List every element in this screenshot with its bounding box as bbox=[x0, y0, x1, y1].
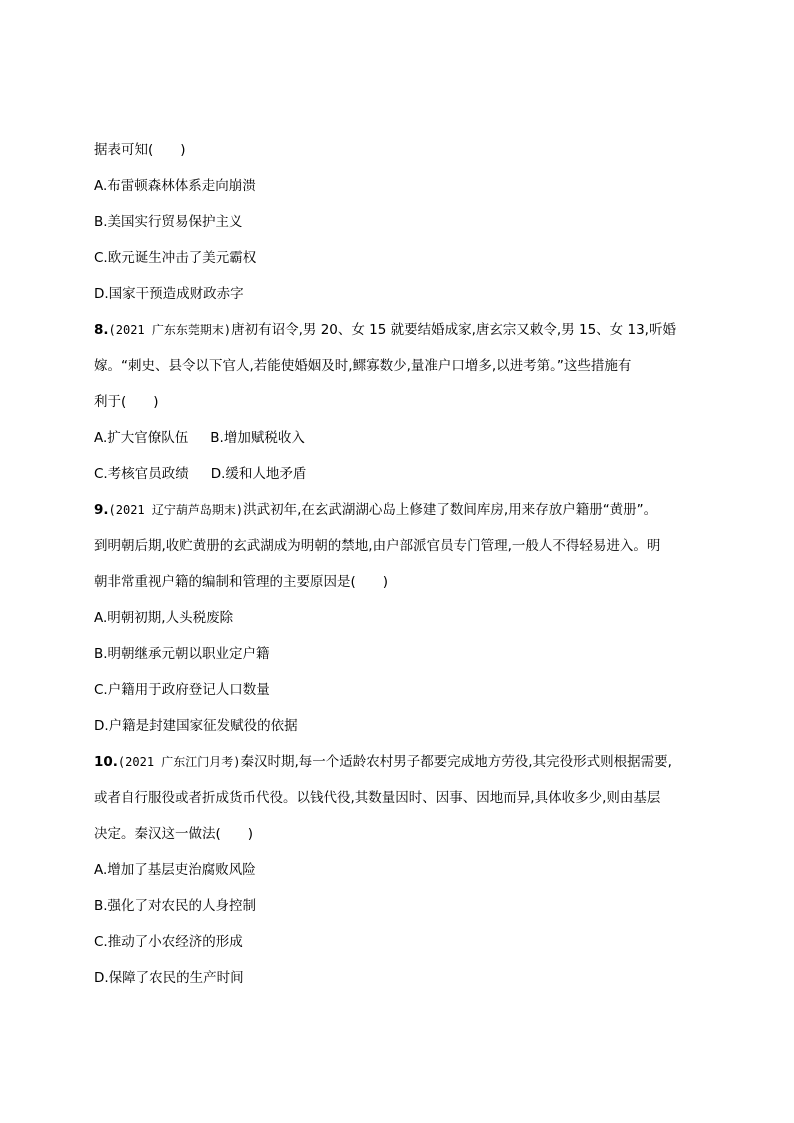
q7-option-d: D.国家干预造成财政赤字 bbox=[94, 286, 244, 302]
q8-options-row-1 bbox=[94, 429, 305, 447]
q8-option-b: B.增加赋税收入 bbox=[210, 430, 305, 446]
q8-option-c: C.考核官员政绩 bbox=[94, 466, 189, 482]
q10-number: 10. bbox=[94, 754, 118, 770]
q10-line-2: 或者自行服役或者折成货币代役。以钱代役,其数量因时、因事、因地而异,具体收多少,则由基层 bbox=[94, 790, 661, 806]
q9-option-d: D.户籍是封建国家征发赋役的依据 bbox=[94, 718, 298, 734]
q7-option-a: A.布雷顿森林体系走向崩溃 bbox=[94, 178, 256, 194]
q9-option-b: B.明朝继承元朝以职业定户籍 bbox=[94, 646, 270, 662]
q8-option-a: A.扩大官僚队伍 bbox=[94, 430, 189, 446]
q10-option-d: D.保障了农民的生产时间 bbox=[94, 970, 244, 986]
q8-source: (2021 广东东莞期末) bbox=[108, 323, 232, 337]
q9-source: (2021 辽宁葫芦岛期末) bbox=[108, 503, 244, 517]
q7-stem-tail: 据表可知( ) bbox=[94, 142, 186, 158]
q10-line-1 bbox=[94, 753, 672, 771]
q10-text-1: 秦汉时期,每一个适龄农村男子都要完成地方劳役,其完役形式则根据需要, bbox=[240, 754, 672, 770]
q8-line-3: 利于( ) bbox=[94, 394, 159, 410]
q9-line-2: 到明朝后期,收贮黄册的玄武湖成为明朝的禁地,由户部派官员专门管理,一般人不得轻易进入。明 bbox=[94, 538, 661, 554]
q10-source: (2021 广东江门月考) bbox=[117, 755, 241, 769]
q9-line-3: 朝非常重视户籍的编制和管理的主要原因是( ) bbox=[94, 574, 389, 590]
q9-option-a: A.明朝初期,人头税废除 bbox=[94, 610, 234, 626]
q8-line-1 bbox=[94, 321, 676, 339]
q9-text-1: 洪武初年,在玄武湖湖心岛上修建了数间库房,用来存放户籍册“黄册”。 bbox=[243, 502, 658, 518]
q9-option-c: C.户籍用于政府登记人口数量 bbox=[94, 682, 270, 698]
q9-number: 9. bbox=[94, 502, 109, 518]
q10-option-a: A.增加了基层吏治腐败风险 bbox=[94, 862, 256, 878]
q8-line-2: 嫁。“刺史、县令以下官人,若能使婚姻及时,鳏寡数少,量准户口增多,以进考第。”这些措施有 bbox=[94, 358, 632, 374]
q10-option-c: C.推动了小农经济的形成 bbox=[94, 934, 243, 950]
q7-option-b: B.美国实行贸易保护主义 bbox=[94, 214, 243, 230]
q8-text-1: 唐初有诏令,男 20、女 15 就要结婚成家,唐玄宗又敕令,男 15、女 13,听婚 bbox=[231, 322, 676, 338]
q7-option-c: C.欧元诞生冲击了美元霸权 bbox=[94, 250, 257, 266]
q10-line-3: 决定。秦汉这一做法( ) bbox=[94, 826, 254, 842]
q8-option-d: D.缓和人地矛盾 bbox=[210, 466, 307, 482]
q8-options-row-2 bbox=[94, 465, 306, 483]
q9-line-1 bbox=[94, 501, 657, 519]
q8-number: 8. bbox=[94, 322, 109, 338]
q10-option-b: B.强化了对农民的人身控制 bbox=[94, 898, 257, 914]
